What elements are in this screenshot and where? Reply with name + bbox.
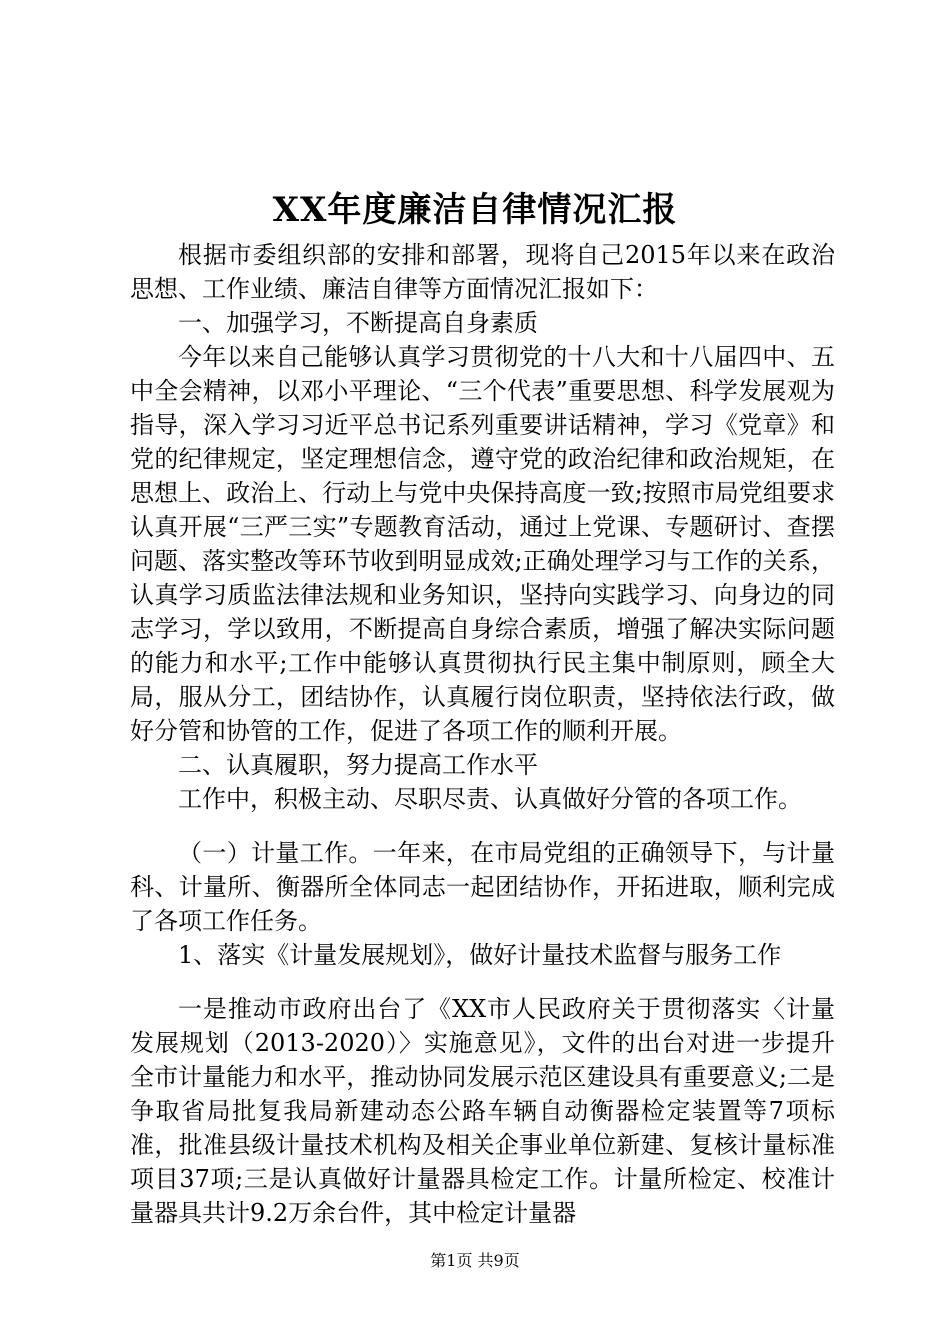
study-paragraph: 今年以来自己能够认真学习贯彻党的十八大和十八届四中、五中全会精神，以邓小平理论、“三个代表”重要思想、科学发展观为指导，深入学习习近平总书记系列重要讲话精神，学习《党章》和党的纪律规定，坚定理想信念，遵守党的政治纪律和政治规矩，在思想上、政治上、行动上与党中央保持高度一致;按照市局党组要求认真开展“三严三实”专题教育活动，通过上党课、专题研讨、查摆问题、落实整改等环节收到明显成效;正确处理学习与工作的关系，认真学习质监法律法规和业务知识，坚持向实践学习、向身边的同志学习，学以致用，不断提高自身综合素质，增强了解决实际问题的能力和水平;工作中能够认真贯彻执行民主集中制原则，顾全大局，服从分工，团结协作，认真履行岗位职责，坚持依法行政，做好分管和协管的工作，促进了各项工作的顺利开展。 [130, 343, 835, 745]
section-heading-2: 二、认真履职，努力提高工作水平 [178, 751, 538, 779]
document-title: XX年度廉洁自律情况汇报 [272, 190, 678, 230]
metrology-details-paragraph: 一是推动市政府出台了《XX市人民政府关于贯彻落实〈计量发展规划（2013-2020）〉实施意见》，文件的出台对进一步提升全市计量能力和水平，推动协同发展示范区建设具有重要意义;二是争取省局批复我局新建动态公路车辆自动衡器检定装置等7项标准，批准县级计量技术机构及相关企事业单位新建、复核计量标准项目37项;三是认真做好计量器具检定工作。计量所检定、校准计量器具共计9.2万余台件，其中检定计量器 [130, 995, 835, 1227]
intro-paragraph: 根据市委组织部的安排和部署，现将自己2015年以来在政治思想、工作业绩、廉洁自律等方面情况汇报如下： [130, 241, 835, 303]
document-body [130, 238, 835, 1230]
subsection-heading-1: 1、落实《计量发展规划》，做好计量技术监督与服务工作 [178, 941, 782, 969]
work-summary-paragraph: 工作中，积极主动、尽职尽责、认真做好分管的各项工作。 [178, 785, 802, 813]
page-number-footer: 第1页 共9页 [430, 1251, 520, 1270]
metrology-paragraph: （一）计量工作。一年来，在市局党组的正确领导下，与计量科、计量所、衡器所全体同志一起团结协作，开拓进取，顺利完成了各项工作任务。 [130, 839, 835, 935]
section-heading-1: 一、加强学习，不断提高自身素质 [178, 309, 538, 337]
